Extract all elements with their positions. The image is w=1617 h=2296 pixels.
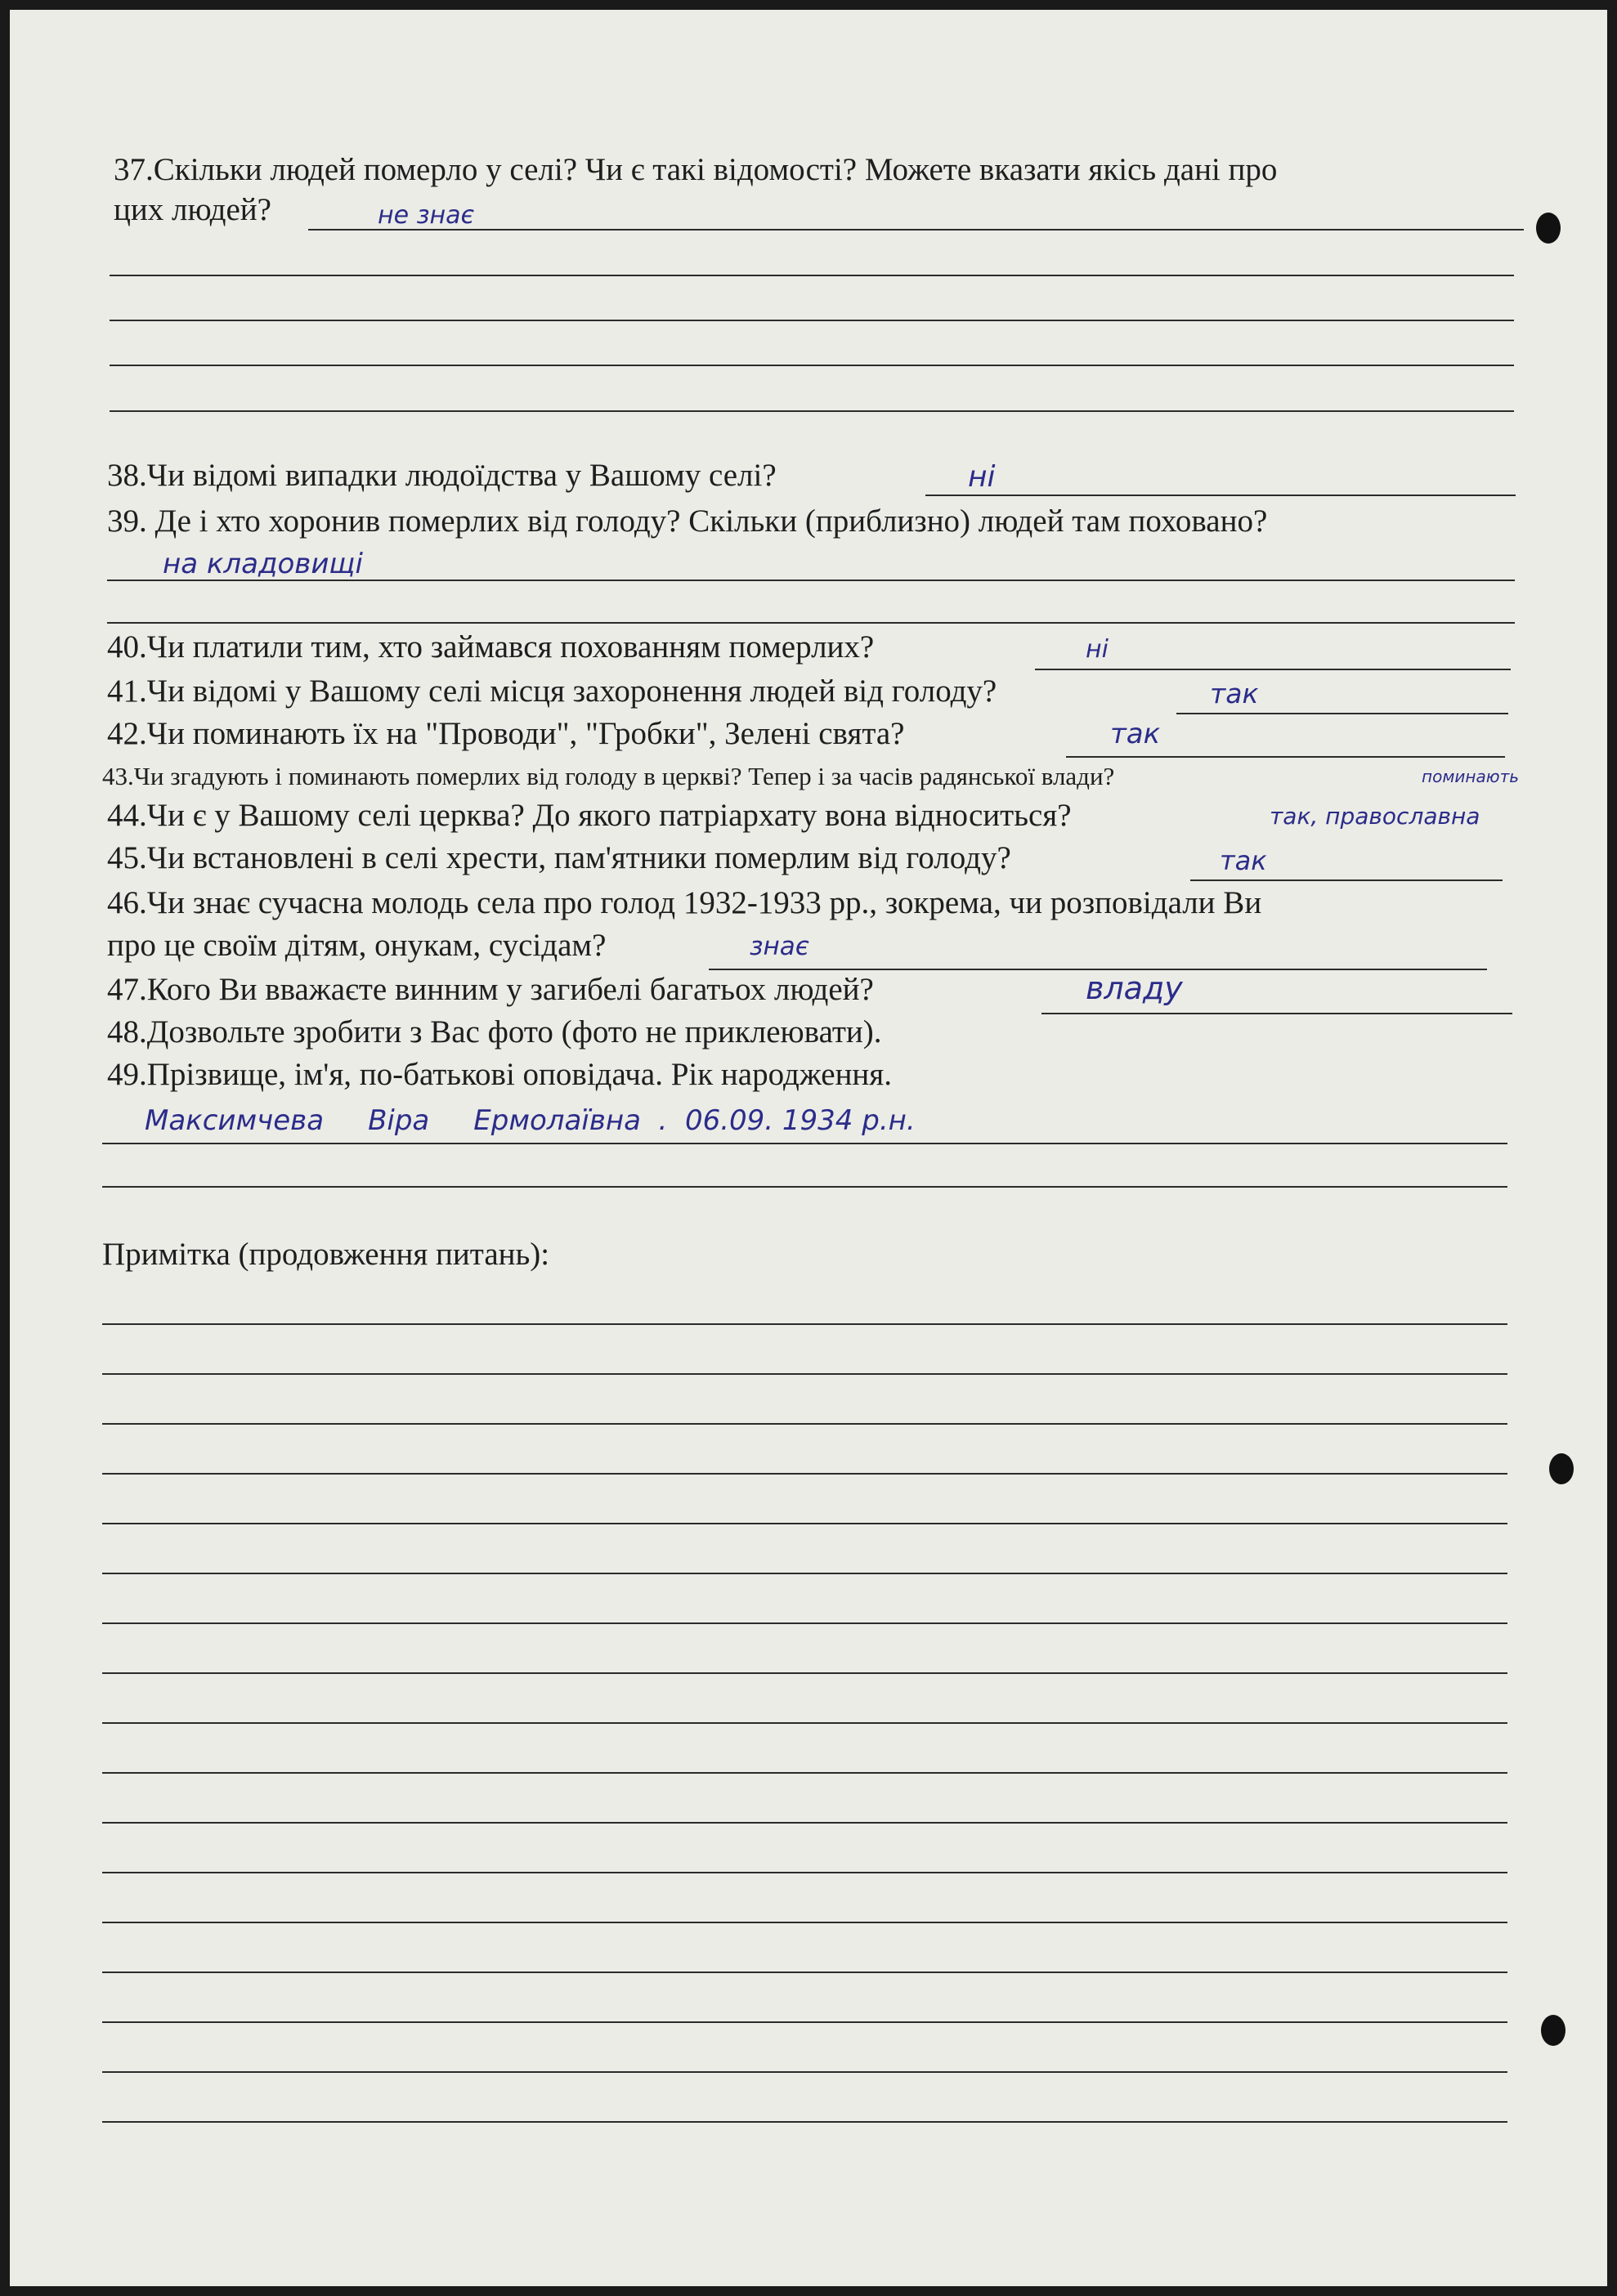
note-line-2 xyxy=(102,1373,1507,1375)
note-label: Примітка (продовження питань): xyxy=(102,1237,550,1272)
answer-37[interactable]: не знає xyxy=(378,201,475,230)
answer-line-41 xyxy=(1176,713,1508,714)
answer-line-39 xyxy=(107,580,1515,581)
answer-49[interactable]: Максимчева Віра Ермолаївна . 06.09. 1934 р.н. xyxy=(145,1104,916,1137)
binder-hole-bottom xyxy=(1541,2015,1565,2046)
note-line-9 xyxy=(102,1722,1507,1724)
note-line-10 xyxy=(102,1772,1507,1774)
answer-42[interactable]: так xyxy=(1110,718,1161,750)
answer-47[interactable]: владу xyxy=(1086,970,1183,1006)
note-line-12 xyxy=(102,1872,1507,1873)
blank-line-37c xyxy=(110,365,1514,366)
answer-40[interactable]: ні xyxy=(1086,635,1109,664)
note-line-11 xyxy=(102,1822,1507,1824)
question-38: 38.Чи відомі випадки людоїдства у Вашому селі? xyxy=(107,458,777,493)
binder-hole-middle xyxy=(1549,1453,1574,1484)
answer-43[interactable]: поминають xyxy=(1422,767,1520,786)
blank-line-37a xyxy=(110,275,1514,276)
blank-line-37d xyxy=(110,410,1514,412)
note-line-7 xyxy=(102,1622,1507,1624)
question-37-line2: цих людей? xyxy=(114,192,271,227)
question-49: 49.Прізвище, ім'я, по-батькові оповідача. Рік народження. xyxy=(107,1057,892,1092)
note-line-5 xyxy=(102,1523,1507,1524)
question-40: 40.Чи платили тим, хто займався похованням померлих? xyxy=(107,629,875,665)
binder-hole-top xyxy=(1536,213,1561,244)
question-39: 39. Де і хто хоронив померлих від голоду? Скільки (приблизно) людей там поховано? xyxy=(107,504,1268,539)
answer-44[interactable]: так, православна xyxy=(1270,803,1480,830)
answer-line-47 xyxy=(1041,1013,1512,1014)
question-37-line1: 37.Скільки людей померло у селі? Чи є такі відомості? Можете вказати якісь дані про xyxy=(114,152,1278,187)
answer-41[interactable]: так xyxy=(1210,678,1259,709)
question-48: 48.Дозвольте зробити з Вас фото (фото не приклеювати). xyxy=(107,1014,882,1050)
note-line-4 xyxy=(102,1473,1507,1475)
answer-line-38 xyxy=(925,495,1516,496)
blank-line-49 xyxy=(102,1186,1507,1188)
question-46-line2: про це своїм дітям, онукам, сусідам? xyxy=(107,928,607,963)
note-line-16 xyxy=(102,2071,1507,2073)
note-line-17 xyxy=(102,2121,1507,2123)
question-45: 45.Чи встановлені в селі хрести, пам'ятники померлим від голоду? xyxy=(107,840,1011,875)
answer-line-37 xyxy=(308,229,1524,230)
question-41: 41.Чи відомі у Вашому селі місця захоронення людей від голоду? xyxy=(107,674,997,709)
answer-line-45 xyxy=(1190,879,1503,881)
note-line-15 xyxy=(102,2021,1507,2023)
note-line-1 xyxy=(102,1323,1507,1325)
answer-38[interactable]: ні xyxy=(968,460,996,494)
note-line-8 xyxy=(102,1672,1507,1674)
question-44: 44.Чи є у Вашому селі церква? До якого патріархату вона відноситься? xyxy=(107,798,1072,833)
note-line-3 xyxy=(102,1423,1507,1425)
answer-39[interactable]: на кладовищі xyxy=(163,548,363,580)
answer-line-49 xyxy=(102,1143,1507,1144)
blank-line-39 xyxy=(107,622,1515,624)
note-line-13 xyxy=(102,1922,1507,1923)
answer-45[interactable]: так xyxy=(1220,845,1267,876)
question-47: 47.Кого Ви вважаєте винним у загибелі багатьох людей? xyxy=(107,972,874,1007)
question-43: 43.Чи згадують і поминають померлих від голоду в церкві? Тепер і за часів радянської влади? xyxy=(102,762,1115,790)
question-46-line1: 46.Чи знає сучасна молодь села про голод 1932-1933 рр., зокрема, чи розповідали Ви xyxy=(107,885,1262,920)
answer-line-40 xyxy=(1035,669,1511,670)
note-line-6 xyxy=(102,1573,1507,1574)
answer-line-42 xyxy=(1066,756,1505,758)
blank-line-37b xyxy=(110,320,1514,321)
question-42: 42.Чи поминають їх на "Проводи", "Гробки", Зелені свята? xyxy=(107,716,905,751)
answer-46[interactable]: знає xyxy=(750,932,809,961)
note-line-14 xyxy=(102,1972,1507,1973)
